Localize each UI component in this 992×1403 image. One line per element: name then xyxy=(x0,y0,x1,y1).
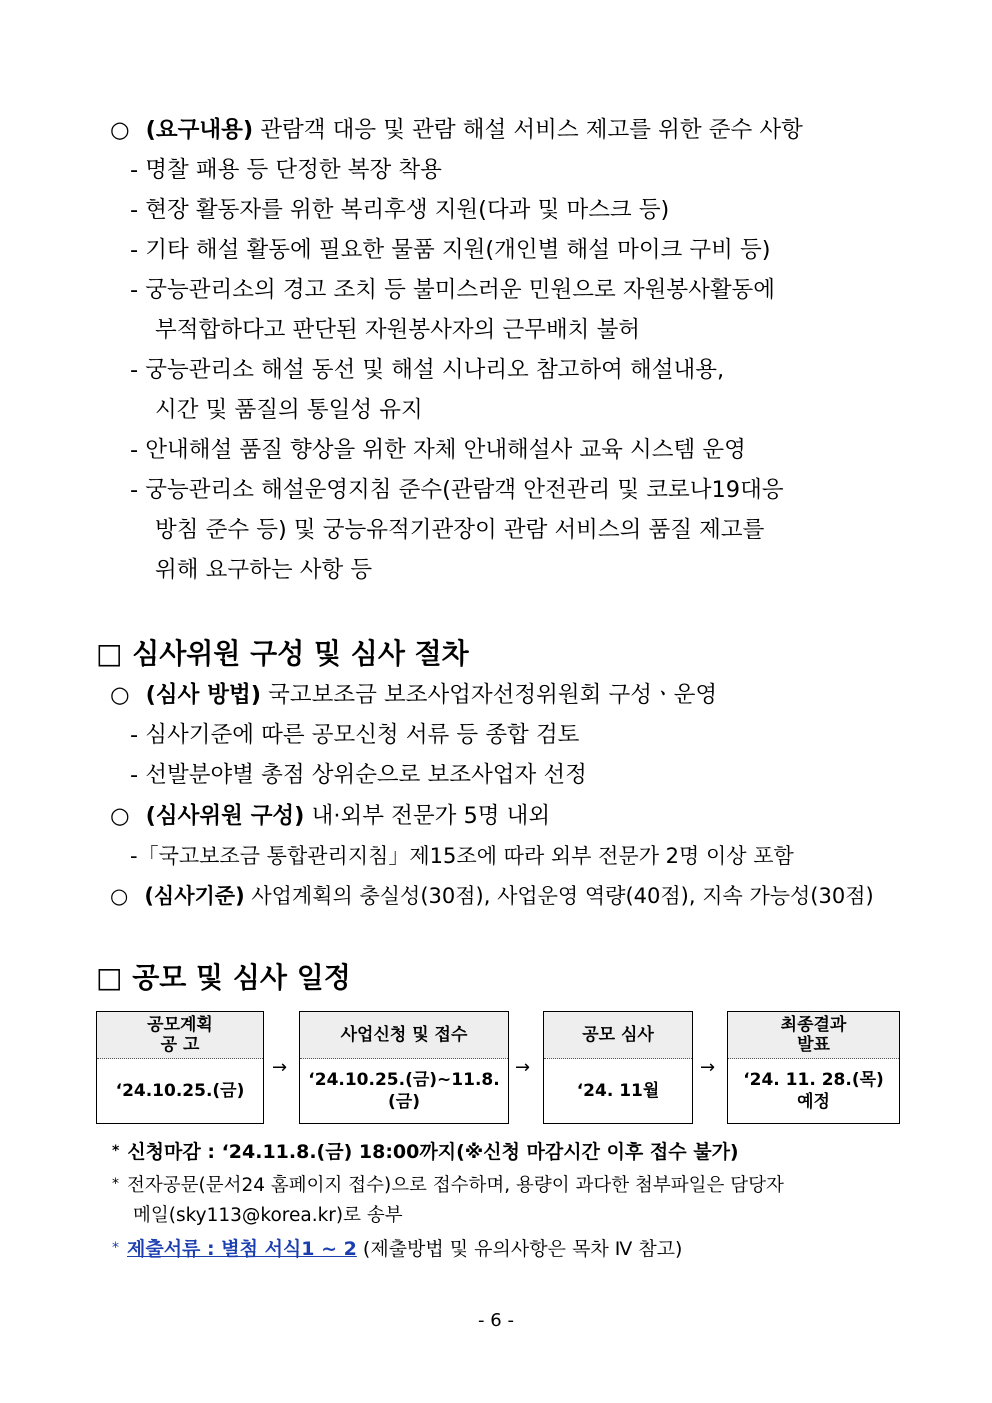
arrow-icon: → xyxy=(515,1057,531,1078)
requirements-text: 관람객 대응 및 관람 해설 서비스 제고를 위한 준수 사항 xyxy=(260,117,803,143)
step-head: 최종결과 발표 xyxy=(728,1012,899,1059)
requirement-item: - 궁능관리소 해설 동선 및 해설 시나리오 참고하여 해설내용, xyxy=(130,357,725,383)
requirements-heading: ○ (요구내용) 관람객 대응 및 관람 해설 서비스 제고를 위한 준수 사항 xyxy=(110,117,803,143)
schedule-step-apply xyxy=(299,1011,509,1124)
review-method-item: - 선발분야별 총점 상위순으로 보조사업자 선정 xyxy=(130,762,587,788)
requirement-item-cont: 방침 준수 등) 및 궁능유적기관장이 관람 서비스의 품질 제고를 xyxy=(155,517,765,543)
step-date: ‘24.10.25.(금)~11.8.(금) xyxy=(308,1070,500,1112)
step-head: 공모 심사 xyxy=(544,1012,692,1059)
step-date: ‘24. 11. 28.(목) 예정 xyxy=(743,1070,884,1112)
arrow-icon: → xyxy=(700,1057,716,1078)
requirement-item-cont: 위해 요구하는 사항 등 xyxy=(155,557,373,583)
note-docs: * 제출서류 : 별첨 서식1 ~ 2 (제출방법 및 유의사항은 목차 Ⅳ 참고) xyxy=(112,1238,683,1260)
step-head: 사업신청 및 접수 xyxy=(300,1012,508,1059)
section-title-review: □ 심사위원 구성 및 심사 절차 xyxy=(96,637,469,670)
requirement-item-cont: 부적합하다고 판단된 자원봉사자의 근무배치 불허 xyxy=(155,317,641,343)
requirement-item: - 명찰 패용 등 단정한 복장 착용 xyxy=(130,157,442,183)
requirements-label: (요구내용) xyxy=(145,117,254,143)
docs-link[interactable]: 제출서류 : 별첨 서식1 ~ 2 xyxy=(127,1238,357,1260)
step-head: 공모계획 공 고 xyxy=(97,1012,263,1059)
review-method-item: - 심사기준에 따른 공모신청 서류 등 종합 검토 xyxy=(130,722,580,748)
requirement-item-cont: 시간 및 품질의 통일성 유지 xyxy=(155,397,423,423)
requirement-item: - 기타 해설 활동에 필요한 물품 지원(개인별 해설 마이크 구비 등) xyxy=(130,237,771,263)
schedule-step-result xyxy=(727,1011,900,1124)
requirement-item: - 현장 활동자를 위한 복리후생 지원(다과 및 마스크 등) xyxy=(130,197,670,223)
review-committee: ○ (심사위원 구성) 내·외부 전문가 5명 내외 xyxy=(110,803,551,829)
review-method: ○ (심사 방법) 국고보조금 보조사업자선정위원회 구성ㆍ운영 xyxy=(110,682,718,708)
review-criteria: ○ (심사기준) 사업계획의 충실성(30점), 사업운영 역량(40점), 지속 가능성(30점) xyxy=(110,884,874,908)
step-date: ‘24.10.25.(금) xyxy=(115,1081,245,1101)
arrow-icon: → xyxy=(272,1057,288,1078)
schedule-step-announce xyxy=(96,1011,264,1124)
note-submit: * 전자공문(문서24 홈페이지 접수)으로 접수하며, 용량이 과다한 첨부파일은 담당자 xyxy=(112,1175,784,1196)
note-submit-cont: 메일(sky113@korea.kr)로 송부 xyxy=(133,1205,403,1226)
requirement-item: - 궁능관리소 해설운영지침 준수(관람객 안전관리 및 코로나19대응 xyxy=(130,477,784,503)
requirement-item: - 안내해설 품질 향상을 위한 자체 안내해설사 교육 시스템 운영 xyxy=(130,437,746,463)
review-committee-item: -「국고보조금 통합관리지침」제15조에 따라 외부 전문가 2명 이상 포함 xyxy=(130,844,794,868)
requirement-item: - 궁능관리소의 경고 조치 등 불미스러운 민원으로 자원봉사활동에 xyxy=(130,277,776,303)
schedule-step-review xyxy=(543,1011,693,1124)
note-deadline: * 신청마감 : ‘24.11.8.(금) 18:00까지(※신청 마감시간 이후 접수 불가) xyxy=(112,1141,739,1163)
page-number: - 6 - xyxy=(478,1310,514,1331)
step-date: ‘24. 11월 xyxy=(576,1081,660,1101)
section-title-schedule: □ 공모 및 심사 일정 xyxy=(96,961,351,994)
